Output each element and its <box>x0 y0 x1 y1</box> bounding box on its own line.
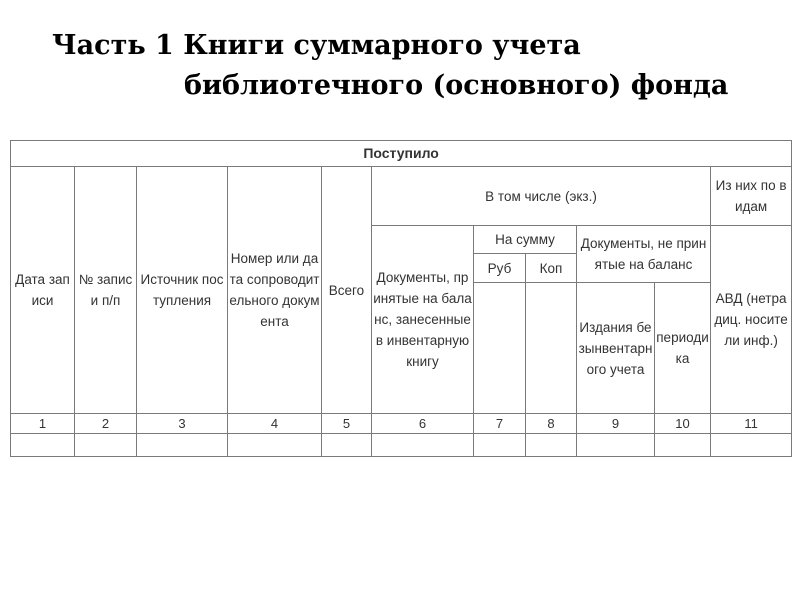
including-header: В том числе (экз.) <box>372 167 711 226</box>
col-date-header: Дата записи <box>11 167 75 414</box>
kop-header: Коп <box>526 254 577 283</box>
title-line-2: библиотечного (основного) фонда <box>184 70 729 101</box>
header-row <box>11 141 792 167</box>
avd-header: АВД (нетрадиц. носители инф.) <box>711 226 792 414</box>
column-number: 1 <box>11 414 75 434</box>
periodicals-header: периодика <box>655 283 711 414</box>
blank-cell <box>137 434 228 457</box>
col-source-header: Источник поступления <box>137 167 228 414</box>
col-document-header: Номер или дата сопроводительного документа <box>228 167 322 414</box>
subheader-row-1 <box>11 167 792 226</box>
blank-cell <box>372 434 474 457</box>
header-received: Поступило <box>11 141 792 167</box>
column-number: 3 <box>137 414 228 434</box>
page-title <box>52 26 728 106</box>
on-sum-header: На сумму <box>474 226 577 254</box>
column-number: 11 <box>711 414 792 434</box>
column-number: 8 <box>526 414 577 434</box>
blank-entry-row <box>11 434 792 457</box>
blank-cell <box>526 434 577 457</box>
column-number: 5 <box>322 414 372 434</box>
docs-not-on-balance-header: Документы, не принятые на баланс <box>577 226 711 283</box>
column-number: 9 <box>577 414 655 434</box>
blank-cell <box>11 434 75 457</box>
column-number: 7 <box>474 414 526 434</box>
blank-cell <box>655 434 711 457</box>
blank-cell <box>577 434 655 457</box>
rub-blank-cell <box>474 283 526 414</box>
col-total-header: Всего <box>322 167 372 414</box>
title-line-1: Часть 1 Книги суммарного учета <box>52 30 581 61</box>
column-number: 6 <box>372 414 474 434</box>
kop-blank-cell <box>526 283 577 414</box>
blank-cell <box>711 434 792 457</box>
column-number: 10 <box>655 414 711 434</box>
blank-cell <box>75 434 137 457</box>
of-types-header: Из них по видам <box>711 167 792 226</box>
column-numbers-row <box>11 414 792 434</box>
column-number: 4 <box>228 414 322 434</box>
blank-cell <box>228 434 322 457</box>
docs-on-balance-header: Документы, принятые на баланс, занесенные в инвентарную книгу <box>372 226 474 414</box>
col-number-header: № записи п/п <box>75 167 137 414</box>
rub-header: Руб <box>474 254 526 283</box>
column-number: 2 <box>75 414 137 434</box>
blank-cell <box>474 434 526 457</box>
editions-header: Издания безынвентарного учета <box>577 283 655 414</box>
fund-table <box>10 140 792 457</box>
blank-cell <box>322 434 372 457</box>
